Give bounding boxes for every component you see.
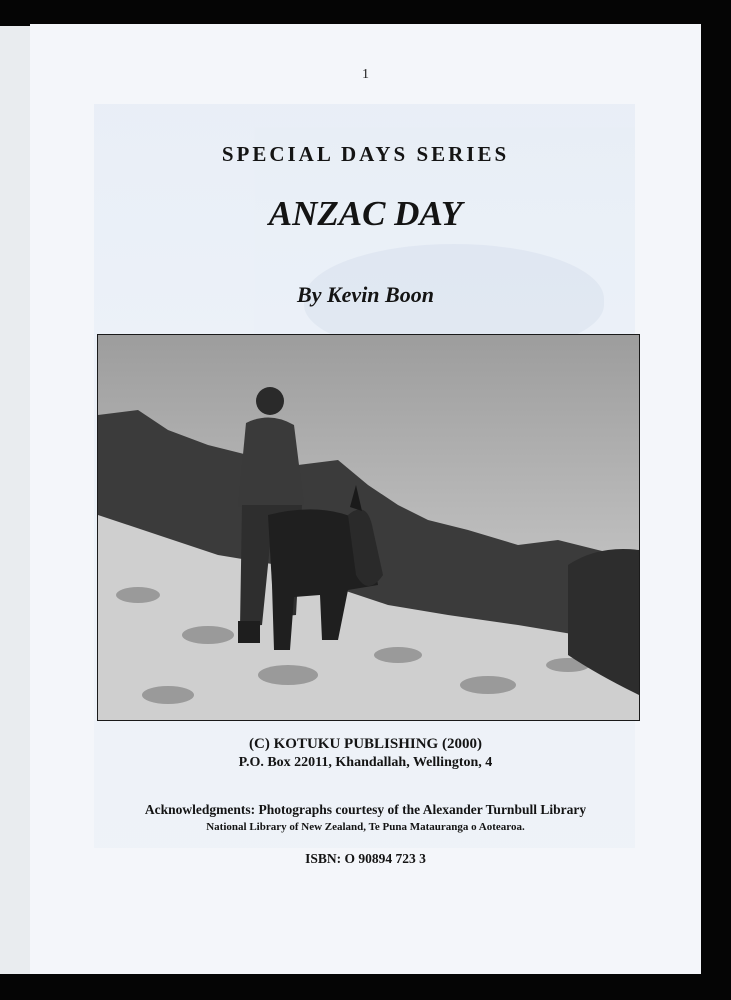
isbn-line: ISBN: O 90894 723 3	[305, 851, 426, 866]
title-page	[30, 24, 701, 974]
book-title: ANZAC DAY	[268, 194, 463, 233]
soldier-with-donkey-photo	[97, 334, 640, 721]
facing-page-edge	[0, 26, 31, 974]
photo-illustration	[98, 335, 639, 720]
copyright-line: (C) KOTUKU PUBLISHING (2000)	[249, 736, 482, 752]
library-credit: National Library of New Zealand, Te Puna Matauranga o Aotearoa.	[206, 821, 525, 833]
author-line: By Kevin Boon	[297, 282, 434, 307]
acknowledgments: Acknowledgments: Photographs courtesy of the Alexander Turnbull Library	[144, 802, 587, 817]
series-heading: SPECIAL DAYS SERIES	[221, 142, 510, 166]
page-number: 1	[362, 67, 369, 82]
publisher-address: P.O. Box 22011, Khandallah, Wellington, 4	[238, 755, 493, 770]
